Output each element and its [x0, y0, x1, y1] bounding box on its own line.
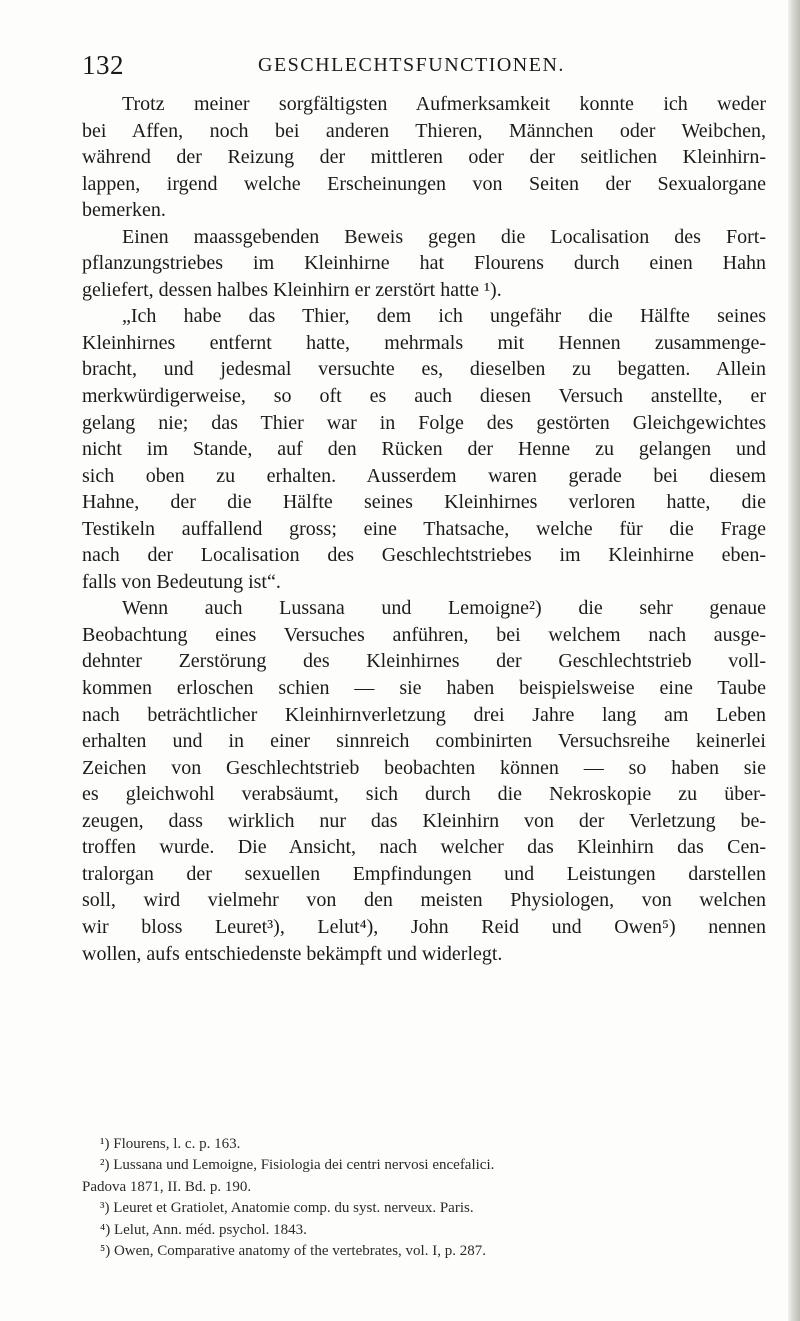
- footnote-line: ⁵) Owen, Comparative anatomy of the vertebrates, vol. I, p. 287.: [100, 1242, 486, 1259]
- footnote-line: ⁴) Lelut, Ann. méd. psychol. 1843.: [100, 1221, 307, 1238]
- text-line: während der Reizung der mittleren oder der seitlichen Kleinhirn-: [82, 146, 766, 169]
- text-line: Hahne, der die Hälfte seines Kleinhirnes verloren hatte, die: [82, 491, 766, 514]
- text-line: wir bloss Leuret³), Lelut⁴), John Reid und Owen⁵) nennen: [82, 915, 766, 938]
- text-line: gelang nie; das Thier war in Folge des gestörten Gleichgewichtes: [82, 411, 766, 434]
- text-line: Wenn auch Lussana und Lemoigne²) die sehr genaue: [122, 597, 766, 620]
- text-line: nach beträchtlicher Kleinhirnverletzung drei Jahre lang am Leben: [82, 703, 766, 726]
- page-edge: [788, 0, 800, 1321]
- running-title: GESCHLECHTSFUNCTIONEN.: [258, 54, 565, 76]
- text-line: soll, wird vielmehr von den meisten Physiologen, von welchen: [82, 889, 766, 912]
- text-line: bei Affen, noch bei anderen Thieren, Männchen oder Weibchen,: [82, 119, 766, 142]
- text-line: nach der Localisation des Geschlechtstriebes im Kleinhirne eben-: [82, 544, 766, 567]
- footnote-line: ²) Lussana und Lemoigne, Fisiologia dei centri nervosi encefalici.: [100, 1157, 495, 1174]
- text-line: Zeichen von Geschlechtstrieb beobachten können — so haben sie: [82, 756, 766, 779]
- text-line: es gleichwohl verabsäumt, sich durch die Nekroskopie zu über-: [82, 783, 766, 806]
- text-line: lappen, irgend welche Erscheinungen von Seiten der Sexualorgane: [82, 172, 766, 195]
- text-line: Testikeln auffallend gross; eine Thatsache, welche für die Frage: [82, 517, 766, 540]
- text-line: merkwürdigerweise, so oft es auch diesen Versuch anstellte, er: [82, 385, 766, 408]
- text-line: troffen wurde. Die Ansicht, nach welcher das Kleinhirn das Cen-: [82, 836, 766, 859]
- text-line: geliefert, dessen halbes Kleinhirn er zerstört hatte ¹).: [82, 278, 502, 301]
- footnote-line: Padova 1871, II. Bd. p. 190.: [82, 1178, 252, 1195]
- text-line: bemerken.: [82, 199, 166, 222]
- text-line: Einen maassgebenden Beweis gegen die Localisation des Fort-: [122, 225, 766, 248]
- text-line: zeugen, dass wirklich nur das Kleinhirn von der Verletzung be-: [82, 809, 766, 832]
- page-header: [82, 50, 772, 86]
- text-line: falls von Bedeutung ist“.: [82, 570, 281, 593]
- text-line: wollen, aufs entschiedenste bekämpft und widerlegt.: [82, 942, 503, 965]
- text-line: bracht, und jedesmal versuchte es, dieselben zu begatten. Allein: [82, 358, 766, 381]
- text-line: Trotz meiner sorgfältigsten Aufmerksamkeit konnte ich weder: [122, 93, 766, 115]
- text-line: Kleinhirnes entfernt hatte, mehrmals mit Hennen zusammenge-: [82, 331, 766, 354]
- text-line: sich oben zu erhalten. Ausserdem waren gerade bei diesem: [82, 464, 766, 487]
- text-line: nicht im Stande, auf den Rücken der Henne zu gelangen und: [82, 438, 766, 461]
- text-line: erhalten und in einer sinnreich combinirten Versuchsreihe keinerlei: [82, 730, 766, 753]
- body-text: [82, 91, 766, 967]
- text-line: dehnter Zerstörung des Kleinhirnes der Geschlechtstrieb voll-: [82, 650, 766, 673]
- footnote-line: ¹) Flourens, l. c. p. 163.: [100, 1136, 241, 1152]
- text-line: „Ich habe das Thier, dem ich ungefähr die Hälfte seines: [122, 305, 766, 328]
- footnotes: [82, 1134, 766, 1262]
- text-line: Beobachtung eines Versuches anführen, bei welchem nach ausge-: [82, 623, 766, 646]
- footnote-line: ³) Leuret et Gratiolet, Anatomie comp. du syst. nerveux. Paris.: [100, 1200, 474, 1217]
- text-line: kommen erloschen schien — sie haben beispielsweise eine Taube: [82, 677, 766, 700]
- text-line: pflanzungstriebes im Kleinhirne hat Flourens durch einen Hahn: [82, 252, 766, 275]
- text-line: tralorgan der sexuellen Empfindungen und Leistungen darstellen: [82, 862, 766, 885]
- page-number: 132: [82, 50, 124, 80]
